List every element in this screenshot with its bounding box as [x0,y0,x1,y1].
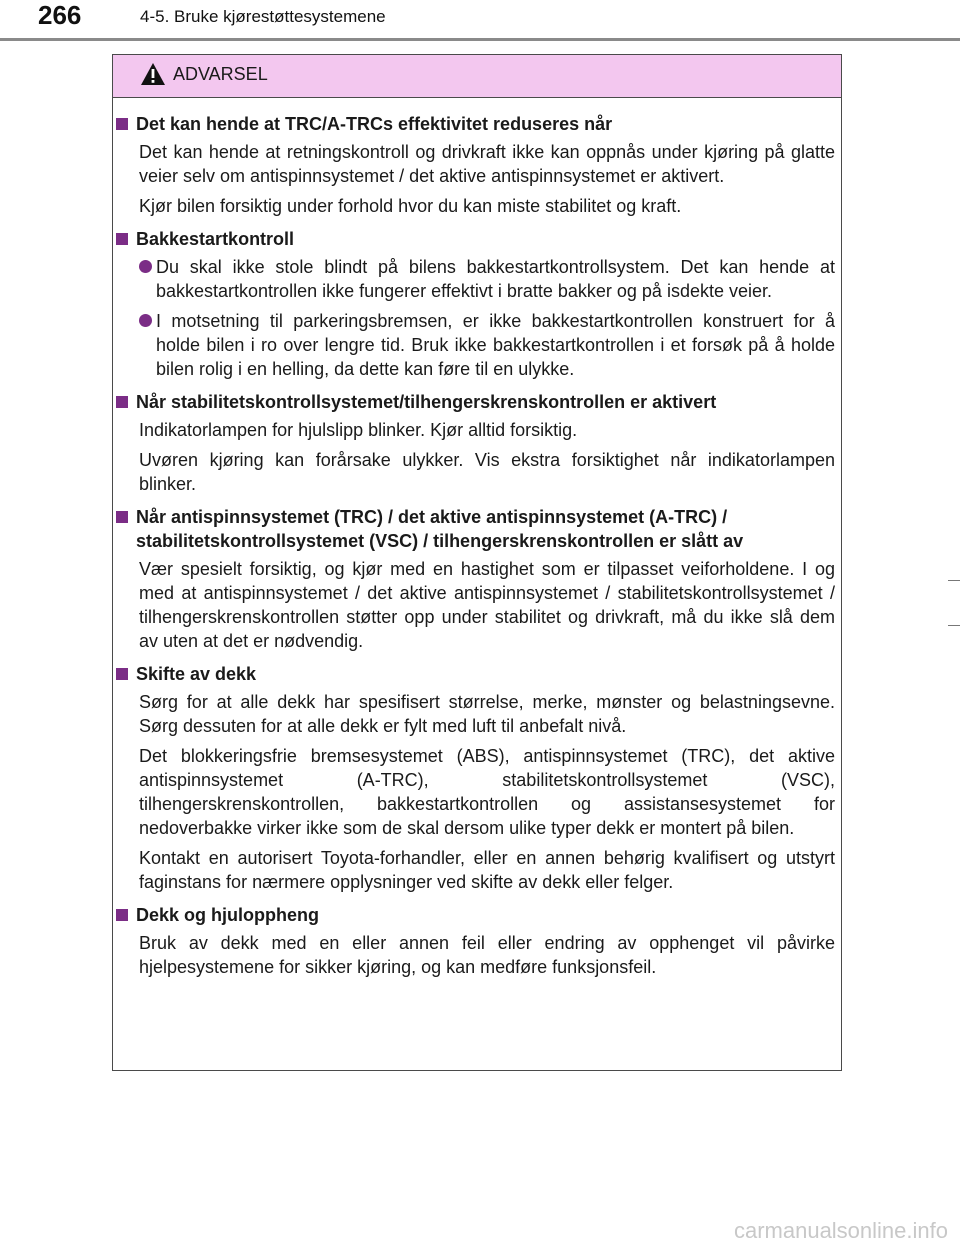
warning-section [113,505,835,653]
paragraph: Uvøren kjøring kan forårsake ulykker. Vis ekstra forsiktighet når indikatorlampen blinker. [139,450,835,494]
section-heading-text: Dekk og hjuloppheng [136,905,319,925]
section-heading-text: Bakkestartkontroll [136,229,295,249]
round-bullet-icon [139,314,152,327]
section-heading [113,112,835,136]
page-header [0,0,960,40]
watermark: carmanualsonline.info [733,1218,948,1243]
section-heading [113,227,835,251]
warning-box [112,54,842,1071]
round-bullet-icon [139,260,152,273]
square-bullet-icon [116,511,128,523]
paragraph: Kjør bilen forsiktig under forhold hvor du kan miste stabilitet og kraft. [139,196,682,216]
warning-section [113,112,835,218]
section-heading-text: Når antispinnsystemet (TRC) / det aktive antispinnsystemet (A-TRC) / stabilitetskontrollsystemet (VSC) / tilhengerskrenskontrollen er slått av [136,507,744,551]
warning-section [113,227,835,381]
section-heading [113,903,835,927]
warning-header [113,55,841,98]
section-heading [113,662,835,686]
bullet-text: I motsetning til parkeringsbremsen, er ikke bakkestartkontrollen konstruert for å holde bilen i ro over lengre tid. Bruk ikke bakkestartkontrollen i et forsøk på å holde bilen rolig i en helling, da dette kan føre til en ulykke. [156,311,835,379]
paragraph: Vær spesielt forsiktig, og kjør med en hastighet som er tilpasset veiforholdene. I og med at antispinnsystemet / det aktive antispinnsystemet / stabilitetskontrollsystemet / tilhengerskrenskontrollen støtter opp under stabilitet og drivkraft, må du ikke slå dem av uten at det er nødvendig. [139,559,835,651]
margin-tick [948,625,960,626]
paragraph: Det blokkeringsfrie bremsesystemet (ABS), antispinnsystemet (TRC), det aktive antispinnsystemet (A-TRC), stabilitetskontrollsystemet (VSC), tilhengerskrenskontrollen, bakkestartkontrollen og assistansesystemet for nedoverbakke virker ikke som de skal dersom ulike typer dekk er montert på bilen. [139,746,835,838]
warning-label: ADVARSEL [173,64,268,84]
page-number: 266 [38,0,82,30]
header-rule [0,38,960,41]
bullet-text: Du skal ikke stole blindt på bilens bakkestartkontrollsystem. Det kan hende at bakkestartkontrollen ikke fungerer effektivt i bratte bakker og på isdekte veier. [156,257,835,301]
bullet-item [113,255,835,303]
square-bullet-icon [116,668,128,680]
margin-tick [948,580,960,581]
paragraph: Det kan hende at retningskontroll og drivkraft ikke kan oppnås under kjøring på glatte veier selv om antispinnsystemet / det aktive antispinnsystemet er aktivert. [139,142,835,186]
warning-body [113,98,841,979]
section-heading-text: Når stabilitetskontrollsystemet/tilhengerskrenskontrollen er aktivert [136,392,717,412]
section-title: 4-5. Bruke kjørestøttesystemene [140,7,386,26]
square-bullet-icon [116,396,128,408]
section-heading-text: Det kan hende at TRC/A-TRCs effektivitet reduseres når [136,114,613,134]
section-heading [113,390,835,414]
bullet-item [113,309,835,381]
square-bullet-icon [116,118,128,130]
square-bullet-icon [116,233,128,245]
warning-section [113,662,835,894]
square-bullet-icon [116,909,128,921]
paragraph: Kontakt en autorisert Toyota-forhandler, eller en annen behørig kvalifisert og utstyrt faginstans for nærmere opplysninger ved skifte av dekk eller felger. [139,848,835,892]
section-heading [113,505,835,553]
paragraph: Indikatorlampen for hjulslipp blinker. Kjør alltid forsiktig. [139,420,578,440]
warning-section [113,903,835,979]
warning-triangle-icon [140,62,166,86]
paragraph: Bruk av dekk med en eller annen feil eller endring av opphenget vil påvirke hjelpesystemene for sikker kjøring, og kan medføre funksjonsfeil. [139,933,835,977]
warning-section [113,390,835,496]
paragraph: Sørg for at alle dekk har spesifisert størrelse, merke, mønster og belastningsevne. Sørg dessuten for at alle dekk er fylt med luft til anbefalt nivå. [139,692,835,736]
section-heading-text: Skifte av dekk [136,664,257,684]
